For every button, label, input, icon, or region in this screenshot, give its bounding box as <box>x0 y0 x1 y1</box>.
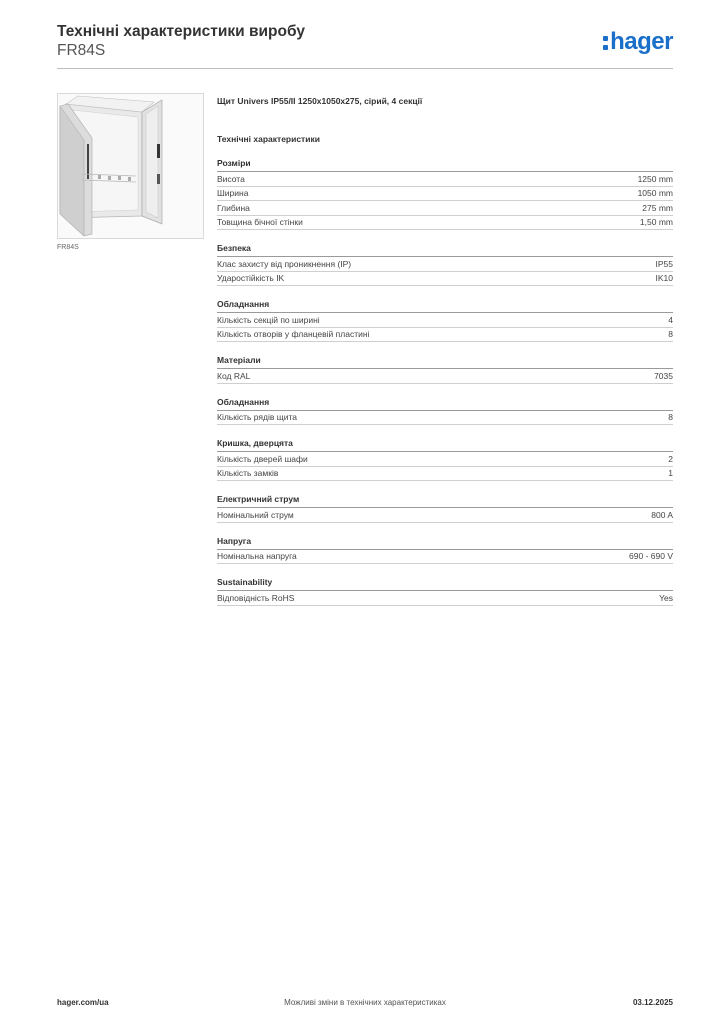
spec-label: Глибина <box>217 202 250 213</box>
logo-dots-icon <box>603 35 609 51</box>
spec-label: Висота <box>217 173 245 184</box>
spec-value: 8 <box>668 412 673 422</box>
spec-label: Ударостійкість IK <box>217 273 285 283</box>
image-caption: FR84S <box>57 244 79 251</box>
spec-label: Кількість секцій по ширині <box>217 314 320 325</box>
spec-label: Ширина <box>217 188 249 198</box>
spec-label: Відповідність RoHS <box>217 592 295 603</box>
logo-text: hager <box>610 28 673 55</box>
spec-panel <box>217 96 673 619</box>
section-title: Кришка, дверцята <box>217 438 673 452</box>
section-title: Електричний струм <box>217 494 673 508</box>
footer-date: 03.12.2025 <box>632 998 673 1007</box>
section-title: Обладнання <box>217 397 673 411</box>
product-name: Щит Univers IP55/II 1250x1050x275, сірий, 4 секції <box>217 96 423 106</box>
spec-value: Yes <box>659 592 673 603</box>
spec-label: Номінальний струм <box>217 509 294 520</box>
spec-label: Кількість отворів у фланцевій пластині <box>217 329 370 339</box>
spec-section <box>217 158 673 230</box>
spec-row <box>217 467 673 482</box>
spec-label: Товщина бічної стінки <box>217 217 303 227</box>
spec-row <box>217 257 673 272</box>
spec-row <box>217 550 673 565</box>
spec-row <box>217 411 673 426</box>
spec-value: IK10 <box>655 273 673 283</box>
spec-label: Кількість замків <box>217 468 279 478</box>
spec-label: Номінальна напруга <box>217 551 297 561</box>
spec-value: IP55 <box>655 258 673 269</box>
footer-notice: Можливі зміни в технічних характеристиках <box>284 998 446 1007</box>
section-title: Матеріали <box>217 355 673 369</box>
spec-row <box>217 201 673 216</box>
spec-value: 690 - 690 V <box>629 551 673 561</box>
page-header <box>57 22 673 60</box>
spec-label: Кількість рядів щита <box>217 412 297 422</box>
spec-section <box>217 355 673 384</box>
spec-value: 8 <box>668 329 673 339</box>
spec-row <box>217 272 673 287</box>
spec-value: 1050 mm <box>637 188 673 198</box>
spec-row <box>217 187 673 202</box>
spec-value: 1250 mm <box>637 173 673 184</box>
section-title: Напруга <box>217 536 673 550</box>
spec-section <box>217 243 673 286</box>
spec-heading: Технічні характеристики <box>217 134 320 144</box>
spec-value: 2 <box>668 453 673 464</box>
spec-value: 7035 <box>654 370 673 381</box>
section-title: Розміри <box>217 158 673 172</box>
spec-section <box>217 577 673 606</box>
spec-value: 1,50 mm <box>639 217 673 227</box>
spec-sections <box>217 158 673 606</box>
spec-row <box>217 172 673 187</box>
spec-row <box>217 313 673 328</box>
spec-section <box>217 494 673 523</box>
spec-value: 1 <box>668 468 673 478</box>
document-title: Технічні характеристики виробу <box>57 23 305 40</box>
spec-value: 800 A <box>651 509 673 520</box>
section-title: Sustainability <box>217 577 673 591</box>
spec-section <box>217 438 673 481</box>
header-divider <box>57 68 673 69</box>
spec-row <box>217 452 673 467</box>
spec-row <box>217 328 673 343</box>
spec-row <box>217 369 673 384</box>
spec-label: Кількість дверей шафи <box>217 453 308 464</box>
product-image <box>57 93 204 239</box>
spec-section <box>217 299 673 342</box>
footer-website[interactable]: hager.com/ua <box>57 998 109 1007</box>
spec-row <box>217 216 673 231</box>
spec-value: 275 mm <box>642 202 673 213</box>
section-title: Безпека <box>217 243 673 257</box>
cabinet-illustration-icon <box>58 94 203 238</box>
product-code: FR84S <box>57 42 106 59</box>
spec-section <box>217 536 673 565</box>
spec-label: Клас захисту від проникнення (IP) <box>217 258 352 269</box>
spec-row <box>217 508 673 523</box>
section-title: Обладнання <box>217 299 673 313</box>
spec-section <box>217 397 673 426</box>
spec-value: 4 <box>668 314 673 325</box>
spec-label: Код RAL <box>217 370 251 381</box>
hager-logo <box>603 28 673 56</box>
spec-row <box>217 591 673 606</box>
